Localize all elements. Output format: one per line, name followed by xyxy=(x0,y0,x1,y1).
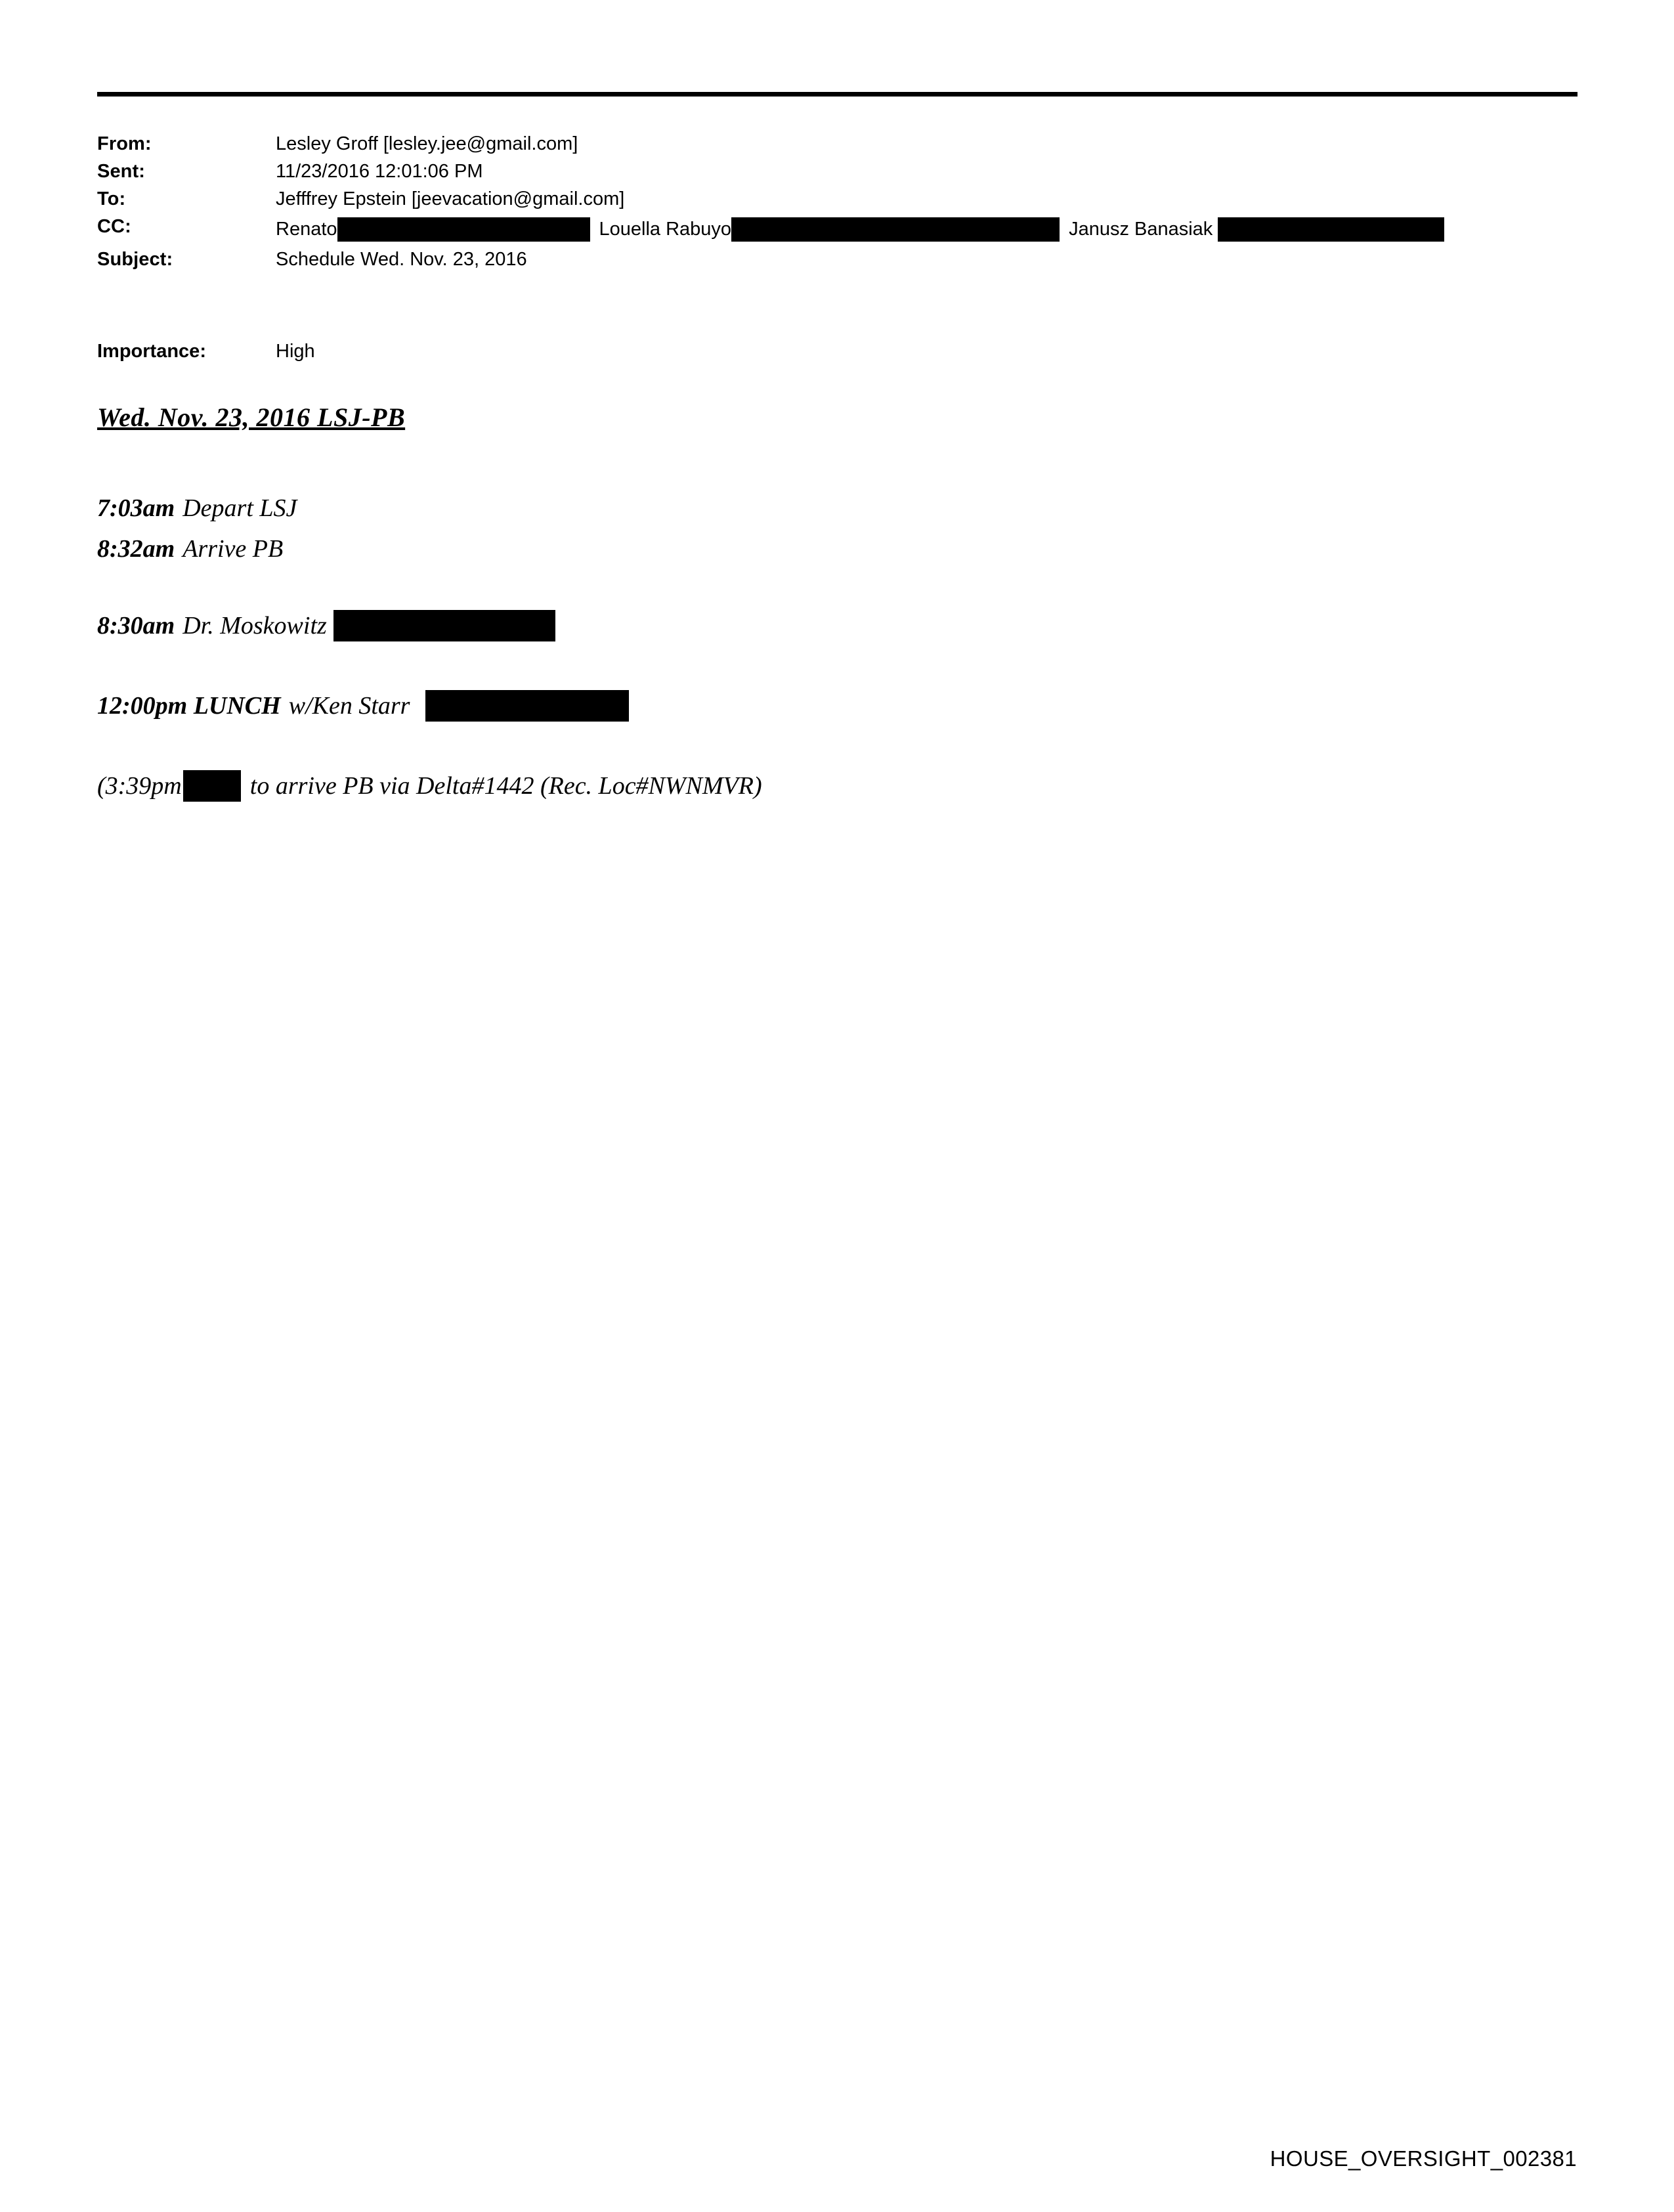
header-divider-rule xyxy=(97,92,1577,97)
schedule-text-depart: Depart LSJ xyxy=(182,494,297,522)
header-row-to xyxy=(97,190,1581,209)
flight-note-prefix: (3:39pm xyxy=(97,772,182,800)
redaction-bar-cc-3 xyxy=(1218,217,1444,242)
schedule-text-lunch: w/Ken Starr xyxy=(288,692,410,720)
header-label-from-text: From xyxy=(97,133,145,154)
importance-label: Importance: xyxy=(97,341,206,362)
header-label-sent: Sent: xyxy=(97,161,146,182)
header-label-subject-text: Subject xyxy=(97,249,167,270)
schedule-item-depart xyxy=(97,496,1581,521)
header-label-subject: Subject: xyxy=(97,249,173,270)
schedule-item-arrive xyxy=(97,536,1581,561)
header-value-sent: 11/23/2016 12:01:06 PM xyxy=(276,161,483,182)
header-label-from: From: xyxy=(97,133,152,154)
header-row-cc xyxy=(97,217,1581,242)
header-label-sent-text: Sent xyxy=(97,161,139,182)
email-body xyxy=(97,402,1581,802)
header-value-subject: Schedule Wed. Nov. 23, 2016 xyxy=(276,249,527,270)
cc-name-3: Janusz Banasiak xyxy=(1069,219,1213,240)
importance-row xyxy=(97,341,315,362)
header-row-from xyxy=(97,135,1581,154)
redaction-bar-moskowitz xyxy=(333,610,555,641)
importance-value: High xyxy=(276,341,315,362)
schedule-time-depart: 7:03am xyxy=(97,494,175,522)
schedule-text-arrive: Arrive PB xyxy=(182,535,284,563)
schedule-time-arrive: 8:32am xyxy=(97,535,175,563)
flight-note-line xyxy=(97,770,1581,802)
flight-note-suffix: to arrive PB via Delta#1442 (Rec. Loc#NWNMVR) xyxy=(249,772,762,800)
cc-name-1: Renato xyxy=(276,219,337,240)
importance-label-text: Importance xyxy=(97,341,200,362)
header-label-cc: CC: xyxy=(97,216,131,237)
cc-name-2: Louella Rabuyo xyxy=(599,219,732,240)
header-row-subject xyxy=(97,250,1581,269)
email-header-block xyxy=(97,135,1581,278)
schedule-time-moskowitz: 8:30am xyxy=(97,612,175,640)
redaction-bar-flight xyxy=(183,770,241,802)
header-label-to: To: xyxy=(97,188,126,209)
schedule-item-moskowitz xyxy=(97,610,1581,641)
header-label-cc-text: CC xyxy=(97,216,125,237)
schedule-text-moskowitz: Dr. Moskowitz xyxy=(182,612,327,640)
schedule-item-lunch xyxy=(97,690,1581,722)
schedule-time-lunch: 12:00pm LUNCH xyxy=(97,692,281,720)
header-value-to: Jefffrey Epstein [jeevacation@gmail.com] xyxy=(276,188,625,209)
header-value-cc xyxy=(276,217,1444,242)
header-value-from: Lesley Groff [lesley.jee@gmail.com] xyxy=(276,133,578,154)
redaction-bar-cc-2 xyxy=(731,217,1060,242)
header-label-to-text: To xyxy=(97,188,119,209)
redaction-bar-cc-1 xyxy=(337,217,590,242)
header-row-sent xyxy=(97,162,1581,181)
bates-stamp: HOUSE_OVERSIGHT_002381 xyxy=(1270,2146,1577,2171)
schedule-title: Wed. Nov. 23, 2016 LSJ-PB xyxy=(97,402,406,432)
redaction-bar-lunch xyxy=(425,690,629,722)
